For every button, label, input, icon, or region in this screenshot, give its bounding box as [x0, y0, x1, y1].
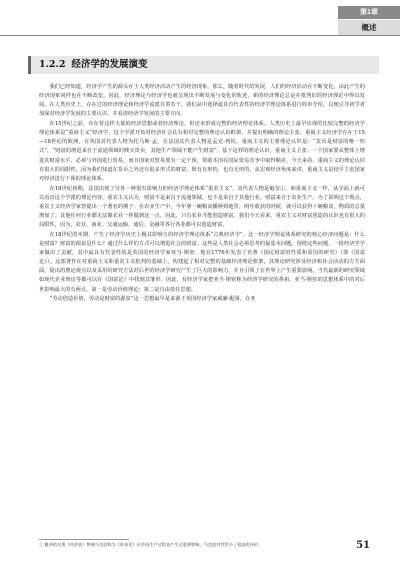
- paragraph: 在18世纪初期，法国出现了另外一种很有影响力的经济学理论体系“重农主义”，其代表人物是魁奈①。和重商主义一样，从字面上就可以看出这个学派的理论内容，重农主义认为，财富不是来自于流通领域，也不是来自于其他行业，财富来自于农业生产。为了说明这个观点，重农主义经济学家曾提出一个著名的例子：在农业生产中，今年拿一碗粮食播种到地里，明年收获的时候，就可以获得十碗粮食，物质的总量增加了。其他任何行业都无法像农业一样做到这一点。因此，只有农业才能创造财富。我们今天看来，重农主义对财富创造的认识也有很大的局限性，因为，农业、商业、交通运输、通信、金融等各行各业都可以创造财富。: [39, 185, 365, 229]
- footnote: ① 魁奈的名著《经济表》曾被马克思称为《资本论》社会再生产过程表产生过重要影响，马克思对其给予了很高的评价。: [39, 542, 263, 547]
- page-number: 51: [356, 540, 370, 551]
- footnote-rule: [39, 539, 129, 540]
- header-rule: [0, 35, 400, 36]
- paragraph: 在15世纪之前，存在着这样大量的经济思想或者经济理论，但还未形成完整的经济理论体系。人类历史上最早出现的比较完整的经济学理论体系是“重商主义”经济学，这个学派开始对经济社会具有相对完整的理论认识框架，并提出明确的理论主张。重商主义经济学存在于15—18世纪的欧洲，在英国其代表人物为托马斯·孟，在法国其代表人物是孟克·列钦。重商主义的主要理论认识是：“货币是财富的唯一形式”，“财富的增进来自于流通领域的贱买贵卖，其他生产领域不能产生财富”。基于这样的理论认识，重商主义主张：一个国家要从整体上增进其财富水平，必须与外国进行贸易，而且国家对贸易要有一定干预，帮助本国在国际贸易竞争中取得顺差，今天来看，重商主义的理论认识有很大的局限性，因为我们知道在货币之外还有很多形式的财富，既有有形的，也有无形的，从宏观经济角度来讲，重商主义是较早主张国家对经济进行干预的理论体系。: [39, 121, 365, 182]
- running-header-section: 概述: [338, 20, 400, 35]
- paragraph: 在18世纪的末期，产生了经济学历史上极其影响力的经济学理论体系“古典经济学”。这一经济学理论体系研究的核心经济问题是：什么是财富？财富的源泉是什么？通过什么样的方式可以增进社会的财富。这些是人类社会必须思考的最基本问题。围绕这些问题，一批经济学学家做出了贡献，其中最具有代表性的是英国的经济学家亚当·斯密，他在1776年发表了名著《国民财富的性质和原因的研究》（即《国富论》）。这部著作在对重商主义和重农主义批判的基础上，构建起了相对完整的基础经济理论框架，其理论研究涉及经济和社会活动的方方面面，提出的理论观点以及采用的研究方法对后世的经济学研究产生了巨大的影响力，并且引领了在世界上产生重要影响。当代最新的研究领域如现代企业理论等都可以在《国富论》中找到其雏形。因此，有经济学家把亚当·斯密称为经济学研究的鼻祖，亚当·斯密的思想体系中的对后世影响最大的有两点，第一是劳动价值理论；第二是自由放任思想。: [39, 231, 365, 293]
- body-text: [39, 83, 365, 305]
- section-number: 1.2.2: [39, 59, 66, 70]
- running-header-chapter: 第1章: [338, 6, 400, 19]
- section-title: 经济学的发展演变: [71, 59, 148, 70]
- section-heading: [28, 56, 379, 74]
- paragraph: 我们已经知道，经济学产生的源头在于人类经济活动产生的经济现象。那么，随着时代的发展，人们的经济活动在不断变化，由此产生的经济现象同样也在不断改变。因此，经济理论与经济学也就呈现出不断发展与变化的轨迹，新的经济理论总是在批判旧的经济理论中得以发展。在人类历史上，存在过的经济理论和经济学流派有着若干，我们从中选择最具有代表性的经济学理论体系进行简单介绍，以便引导初学者加深对经济学发展的主要认识，并看清经济学发展的主要方向。: [39, 84, 365, 118]
- paragraph: “劳动创造价值，劳动是财富的源泉”这一思想最早是来源于英国经济学家威廉·配第，在亚: [49, 296, 256, 303]
